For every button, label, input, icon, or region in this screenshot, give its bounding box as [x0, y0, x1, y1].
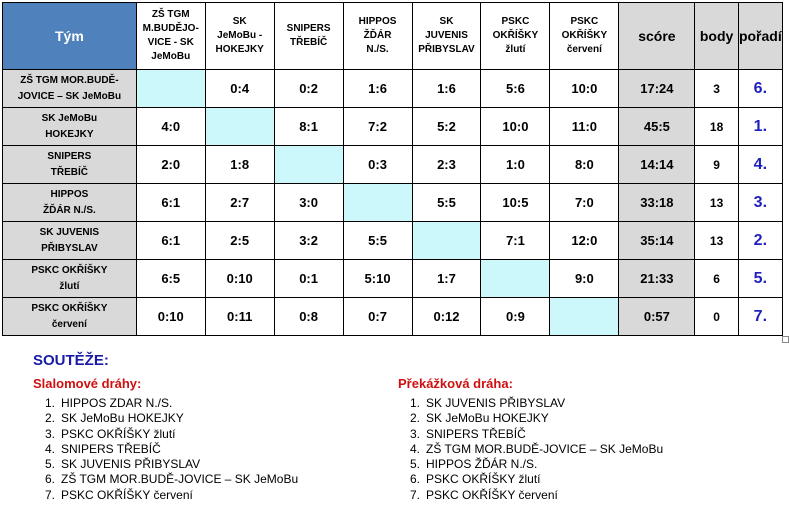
- table-row: [3, 70, 783, 108]
- team-name: ZŠ TGM MOR.BUDĚ- JOVICE – SK JeMoBu: [3, 70, 137, 108]
- result-cell: 10:0: [481, 108, 550, 146]
- obstacle-title: Překážková dráha:: [398, 376, 513, 391]
- header-team: Tým: [3, 3, 137, 70]
- rank: 1.: [738, 108, 782, 146]
- competitions-title: SOUTĚŽE:: [33, 352, 109, 369]
- result-cell: 9:0: [550, 260, 619, 298]
- list-item: 7. PSKC OKŘÍŠKY červení: [44, 487, 193, 502]
- list-item: 1. HIPPOS ZDAR N./S.: [44, 396, 173, 410]
- list-item: 3. PSKC OKŘÍŠKY žlutí: [44, 426, 176, 441]
- points: 13: [695, 184, 738, 222]
- list-item: 6. PSKC OKŘÍŠKY žlutí: [409, 472, 541, 487]
- list-item: 4. SNIPERS TŘEBÍČ: [44, 441, 161, 456]
- result-cell: 2:7: [205, 184, 274, 222]
- result-cell: 6:1: [136, 222, 205, 260]
- slalom-title: Slalomové dráhy:: [33, 376, 142, 391]
- header-opponent: SNIPERS TŘEBÍČ: [274, 3, 343, 70]
- result-cell: 6:1: [136, 184, 205, 222]
- table-row: [3, 146, 783, 184]
- result-cell: 1:0: [481, 146, 550, 184]
- total-score: 0:57: [619, 298, 695, 336]
- team-name: SNIPERS TŘEBÍČ: [3, 146, 137, 184]
- diagonal-cell: [412, 222, 481, 260]
- result-cell: 5:2: [412, 108, 481, 146]
- result-cell: 1:8: [205, 146, 274, 184]
- result-cell: 5:6: [481, 70, 550, 108]
- total-score: 45:5: [619, 108, 695, 146]
- table-row: [3, 260, 783, 298]
- table-row: [3, 222, 783, 260]
- result-cell: 0:1: [274, 260, 343, 298]
- result-cell: 8:0: [550, 146, 619, 184]
- header-opponent: ZŠ TGM M.BUDĚJO- VICE - SK JeMoBu: [136, 3, 205, 70]
- header-opponent: SK JeMoBu - HOKEJKY: [205, 3, 274, 70]
- result-cell: 1:6: [343, 70, 412, 108]
- result-cell: 1:7: [412, 260, 481, 298]
- team-name: PSKC OKŘÍŠKY žlutí: [3, 260, 137, 298]
- list-item: 2. SK JeMoBu HOKEJKY: [409, 411, 549, 426]
- diagonal-cell: [205, 108, 274, 146]
- list-item: 6. ZŠ TGM MOR.BUDĚ-JOVICE – SK JeMoBu: [44, 472, 299, 487]
- points: 9: [695, 146, 738, 184]
- team-name: HIPPOS ŽĎÁR N./S.: [3, 184, 137, 222]
- list-item: 3. SNIPERS TŘEBÍČ: [409, 426, 526, 441]
- result-cell: 0:10: [205, 260, 274, 298]
- header-row: [3, 3, 783, 70]
- points: 6: [695, 260, 738, 298]
- list-item: 4. ZŠ TGM MOR.BUDĚ-JOVICE – SK JeMoBu: [409, 441, 664, 456]
- list-item: 5. SK JUVENIS PŘIBYSLAV: [44, 457, 201, 472]
- rank: 4.: [738, 146, 782, 184]
- result-cell: 0:9: [481, 298, 550, 336]
- points: 3: [695, 70, 738, 108]
- team-name: PSKC OKŘÍŠKY červení: [3, 298, 137, 336]
- obstacle-list: [398, 396, 663, 503]
- result-cell: 0:4: [205, 70, 274, 108]
- points: 0: [695, 298, 738, 336]
- total-score: 17:24: [619, 70, 695, 108]
- result-cell: 2:3: [412, 146, 481, 184]
- result-cell: 12:0: [550, 222, 619, 260]
- list-item: 1. SK JUVENIS PŘIBYSLAV: [409, 396, 566, 410]
- diagonal-cell: [481, 260, 550, 298]
- result-cell: 5:5: [343, 222, 412, 260]
- total-score: 35:14: [619, 222, 695, 260]
- result-cell: 4:0: [136, 108, 205, 146]
- obstacle-section: [398, 376, 663, 503]
- points: 18: [695, 108, 738, 146]
- result-cell: 6:5: [136, 260, 205, 298]
- total-score: 33:18: [619, 184, 695, 222]
- team-name: SK JeMoBu HOKEJKY: [3, 108, 137, 146]
- list-item: 7. PSKC OKŘÍŠKY červení: [409, 487, 558, 502]
- header-opponent: PSKC OKŘÍŠKY žlutí: [481, 3, 550, 70]
- rank: 2.: [738, 222, 782, 260]
- header-opponent: SK JUVENIS PŘIBYSLAV: [412, 3, 481, 70]
- result-cell: 10:5: [481, 184, 550, 222]
- result-cell: 0:10: [136, 298, 205, 336]
- table-row: [3, 108, 783, 146]
- result-cell: 0:3: [343, 146, 412, 184]
- header-opponent: HIPPOS ŽĎÁR N./S.: [343, 3, 412, 70]
- header-points: body: [695, 3, 738, 70]
- resize-handle[interactable]: [782, 336, 789, 343]
- result-cell: 7:2: [343, 108, 412, 146]
- rank: 6.: [738, 70, 782, 108]
- header-rank: pořadí: [738, 3, 782, 70]
- result-cell: 0:7: [343, 298, 412, 336]
- rank: 3.: [738, 184, 782, 222]
- result-cell: 3:0: [274, 184, 343, 222]
- result-cell: 0:8: [274, 298, 343, 336]
- result-cell: 0:2: [274, 70, 343, 108]
- result-cell: 3:2: [274, 222, 343, 260]
- diagonal-cell: [550, 298, 619, 336]
- results-table: [2, 2, 783, 336]
- result-cell: 1:6: [412, 70, 481, 108]
- list-item: 5. HIPPOS ŽĎÁR N./S.: [409, 457, 538, 472]
- result-cell: 2:5: [205, 222, 274, 260]
- diagonal-cell: [274, 146, 343, 184]
- header-score: scóre: [619, 3, 695, 70]
- slalom-section: [33, 376, 298, 503]
- table-row: [3, 184, 783, 222]
- header-opponent: PSKC OKŘÍŠKY červení: [550, 3, 619, 70]
- rank: 7.: [738, 298, 782, 336]
- result-cell: 5:10: [343, 260, 412, 298]
- diagonal-cell: [343, 184, 412, 222]
- total-score: 21:33: [619, 260, 695, 298]
- result-cell: 10:0: [550, 70, 619, 108]
- rank: 5.: [738, 260, 782, 298]
- result-cell: 7:1: [481, 222, 550, 260]
- result-cell: 11:0: [550, 108, 619, 146]
- list-item: 2. SK JeMoBu HOKEJKY: [44, 411, 184, 426]
- result-cell: 0:11: [205, 298, 274, 336]
- slalom-list: [33, 396, 298, 503]
- result-cell: 7:0: [550, 184, 619, 222]
- result-cell: 2:0: [136, 146, 205, 184]
- diagonal-cell: [136, 70, 205, 108]
- result-cell: 8:1: [274, 108, 343, 146]
- points: 13: [695, 222, 738, 260]
- result-cell: 0:12: [412, 298, 481, 336]
- team-name: SK JUVENIS PŘIBYSLAV: [3, 222, 137, 260]
- result-cell: 5:5: [412, 184, 481, 222]
- table-row: [3, 298, 783, 336]
- total-score: 14:14: [619, 146, 695, 184]
